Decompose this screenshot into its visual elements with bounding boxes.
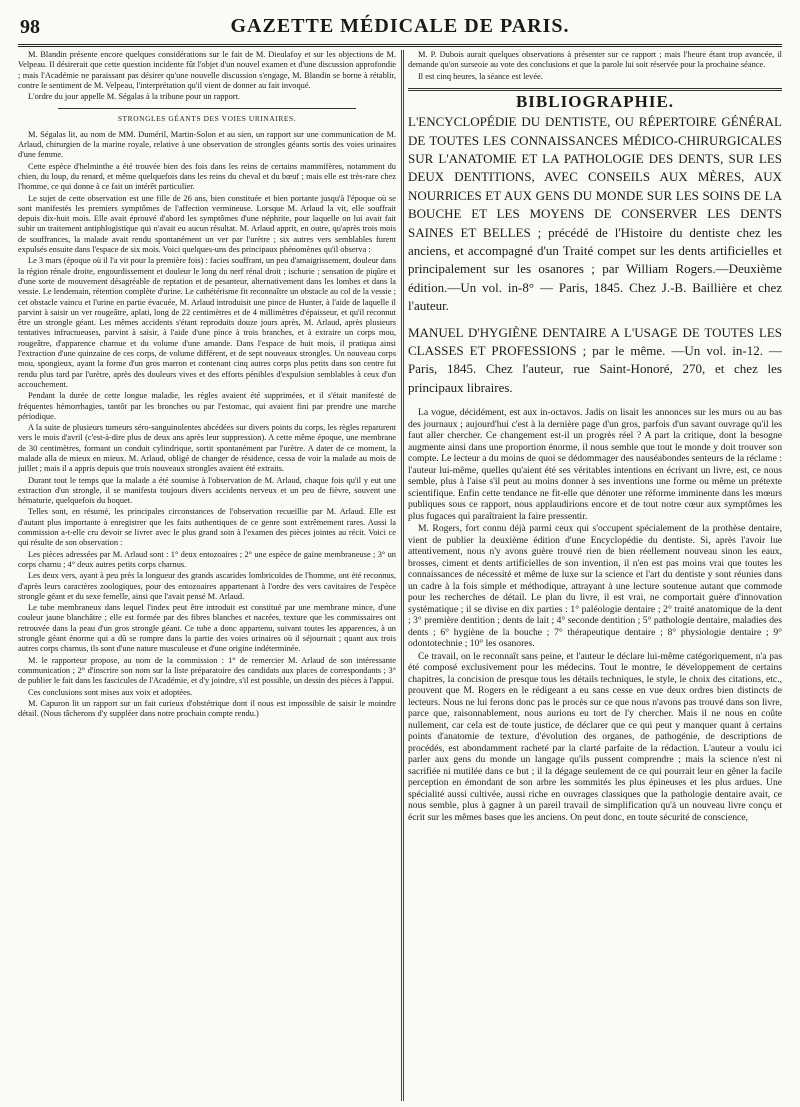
right-column bbox=[408, 50, 782, 1103]
paragraph-ordre-du-jour: L'ordre du jour appelle M. Ségalas à la tribune pour un rapport. bbox=[28, 92, 240, 102]
page-header bbox=[18, 14, 782, 47]
section-separator bbox=[408, 88, 782, 91]
paragraph-pieces: Les pièces adressées par M. Arlaud sont : 1° deux entozoaires ; 2° une espèce de gaine membraneuse ; 3° un corps charnu ; 4° deux autres petits corps charnus. bbox=[18, 549, 396, 569]
paragraph-seance-levee: Il est cinq heures, la séance est levée. bbox=[418, 71, 543, 81]
section-title-bibliographie: BIBLIOGRAPHIE. bbox=[515, 91, 675, 111]
book-entry-manuel: MANUEL D'HYGIÈNE DENTAIRE A L'USAGE DE TOUTES LES CLASSES ET PROFESSIONS ; par le même. —Un vol. in-12. — Paris, 1845. Chez l'auteur, rue Saint-Honoré, 270, et chez les principaux libraires. bbox=[408, 324, 782, 395]
paragraph-regles: Pendant la durée de cette longue maladie, les règles avaient été supprimées, et il s'était manifesté de fréquentes hémorrhagies, tantôt par les bronches ou par l'estomac, qui avaient fini par prendre une marche périodique. bbox=[18, 391, 396, 421]
column-divider bbox=[401, 50, 404, 1101]
paragraph-vers: Les deux vers, ayant à peu près la longueur des grands ascarides lombricoïdes de l'homme, ont été reconnus, d'après leurs caractères zoologiques, pour des entozoaires appartenant à l'ordre des vers cavitaires de l'espèce strongle géant et du sexe femelle, ainsi que l'avait pensé M. Arlaud. bbox=[18, 571, 396, 601]
page-number: 98 bbox=[20, 16, 40, 38]
review-paragraph-travail: Ce travail, on le reconnaît sans peine, et l'auteur le déclare lui-même catégoriquement, n'a pas été composé exclusivement pour les médecins. Tout le montre, le développement de certains chapitres, la concision de presque tous les détails techniques, le style, le choix des citations, etc., prouvent que M. Rogers en le rédigeant a eu sans cesse en vue deux ordres bien distincts de lecteurs. Nous ne lui ferons donc pas le procès sur ce que nous n'avons pas trouvé dans son livre, parce que, raisonnablement, nous aurions eu tort de l'y chercher. Mais il ne nous en coûte nullement, car cela est de toute justice, de déclarer que ce qui peut y manquer quant à certains points d'anatomie de texture, d'évolution des organes, de pathogénie, de descriptions de procédés, est abondamment racheté par la clarté parfaite de la rédaction. L'auteur a voulu ici parler aux gens du monde un langage qu'ils pussent comprendre ; mais la science n'est ni sacrifiée ni mutilée dans ce but ; il la dégage seulement de ce qui pourrait leur en gêner la facile perception en émondant de son arbre les sommités les plus épineuses et les plus ardues. Une spécialité aussi cultivée, aussi riche en ouvrages classiques que la pathologie dentaire avait, ce nous semble, plus à gagner à un pareil travail de simplification qu'à un nouveau livre conçu et écrit sur les mêmes bases que les anciens. On peut donc, en toute sécurité de conscience, bbox=[408, 650, 782, 823]
paragraph-capuron: M. Capuron lit un rapport sur un fait curieux d'obstétrique dont il nous est impossible de saisir le moindre détail. (Nous tâcherons d'y suppléer dans notre prochain compte rendu.) bbox=[18, 698, 396, 719]
paragraph-sujet: Le sujet de cette observation est une fille de 26 ans, bien constituée et bien portante jusqu'à l'époque où se sont manifestés les premiers symptômes de l'affection vermineuse. Lorsque M. Arlaud la vit, elle souffrait depuis dix-huit mois. Elle avait éprouvé d'abord les symptômes d'une néphrite, pour laquelle on lui avait fait subir un traitement antiphlogistique qui n'avait eu aucun résultat. M. Arlaud apprit, en outre, qu'après trois mois de souffrances, la malade avait rendu spontanément un ver par l'urètre ; six autres vers semblables furent expulsés ensuite dans l'espace de six mois. Voici quelques-uns des principaux phénomènes qu'il observa : bbox=[18, 193, 396, 255]
paragraph-blandin: M. Blandin présente encore quelques considérations sur le fait de M. Dieulafoy et sur les objections de M. Velpeau. Il désirerait que cette question incidente fût l'objet d'un nouvel examen et d'une discussion approfondie ; mais l'Académie ne paraissant pas désirer qu'une nouvelle discussion s'engage, M. Blandin se borne à rétablir, contre le sentiment de M. Velpeau, l'interprétation qu'il vient de donner au fait invoqué. bbox=[18, 50, 396, 90]
paragraph-durant: Durant tout le temps que la malade a été soumise à l'observation de M. Arlaud, chaque fois qu'il y eut une extraction d'un strongle, il se manifesta toujours divers accidents nerveux et un peu de fièvre, souvent une hématurie, quelquefois du hoquet. bbox=[18, 475, 396, 506]
paragraph-segalas: M. Ségalas lit, au nom de MM. Duméril, Martin-Solon et au sien, un rapport sur une communication de M. Arlaud, chirurgien de la marine royale, relative à une observation de strongles géants sortis des voies urinaires d'une femme. bbox=[18, 129, 396, 160]
paragraph-helminthe: Cette espèce d'helminthe a été trouvée bien des fois dans les reins de certains mammifères, notamment du chien, du loup, du renard, et même quelquefois dans les reins du cheval et du bœuf ; mais elle est très-rare chez l'homme, ce qui donne à ce fait un intérêt particulier. bbox=[18, 161, 396, 192]
page-title: GAZETTE MÉDICALE DE PARIS. bbox=[230, 15, 570, 37]
paragraph-3-mars: Le 3 mars (époque où il l'a vit pour la première fois) : facies souffrant, un peu d'amaigrissement, douleur dans la région rénale droite, engourdissement et douleur le long du nerf rénal droit ; ischurie ; sensation de piqûre et d'une sorte de mouvement désagréable de reptation et de pesanteur, alternativement dans les lombes et dans la vessie. Le lendemain, rétention complète d'urine. Le cathétérisme fit reconnaître un obstacle au col de la vessie ; cet obstacle vaincu et l'urine en partie évacuée, M. Arlaud introduisit une pince de Hunter, à l'aide de laquelle il parvint à saisir un ver rougeâtre, aplati, long de 22 centimètres et de 4 millimètres d'épaisseur, et qu'il reconnut être un strongle géant. Les mêmes accidents s'étant reproduits douze jours après, M. Arlaud, après plusieurs tentatives infructueuses, parvint à saisir, à l'aide d'une pince à trois branches, et à extraire un corps mou, rougeâtre, d'apparence charnue et du volume d'une amande. Dans l'espace de huit mois, il pratiqua ainsi l'extraction d'une quinzaine de ces corps, de volume différent, et de sept nouveaux strongles. Un nouveau corps mou, spongieux, ayant la forme d'un gros marron et contenant cinq autres corps plus petits dans son centre fut rendu plus tard par l'urètre, après des douleurs vives et des efforts pénibles d'expulsion semblables à ceux d'un accouchement. bbox=[18, 256, 396, 389]
paragraph-conclusions: Ces conclusions sont mises aux voix et adoptées. bbox=[28, 687, 193, 697]
review-paragraph-rogers: M. Rogers, fort connu déjà parmi ceux qui s'occupent spécialement de la prothèse dentaire, vient de publier la deuxième édition d'une Encyclopédie du dentiste. Si, après l'avoir lue attentivement, nous n'y avons guère trouvé rien de bien réellement nouveau sinon les eaux, brosses, ciment et dents artificielles de son invention, il n'en est pas moins vrai que toutes les connaissances de nécessité et même de luxe sur la science et l'art du dentiste y sont réunies dans un cadre à la fois simple et méthodique, attrayant à une lecture soutenue autant que commode pour les recherches de détail. Le plan du livre, il est vrai, ne comportait guère d'innovation systématique ; il se divise en dix parties : 1° paléologie dentaire ; 2° traité anatomique de la dent ; 3° première dentition ; dents de lait ; 4° seconde dentition ; 5° pathologie dentaire, maladies des dents ; 6° hygiène de la bouche ; 7° thérapeutique dentaire ; 8° physiologie dentaire ; 9° odontotechnie ; 10° les osanores. bbox=[408, 523, 782, 650]
separator bbox=[58, 108, 356, 109]
paragraph-tumeurs: A la suite de plusieurs tumeurs séro-sanguinolentes abcédées sur divers points du corps, les règles reparurent vers le mois d'avril (c'est-à-dire plus de deux ans après leur suppression). A cette même époque, une membrane de 30 centimètres, formant un conduit cylindrique, sortit spontanément par l'urètre. A dater de ce moment, la malade alla de mieux en mieux. M. Arlaud, obligé de changer de résidence, cessa de voir la malade au mois de juillet ; mais il a appris depuis que trois nouveaux strongles avaient été extraits. bbox=[18, 423, 396, 474]
section-heading-strongles: STRONGLES GÉANTS DES VOIES URINAIRES. bbox=[117, 114, 297, 124]
paragraph-tube: Le tube membraneux dans lequel l'index peut être introduit est constitué par une membrane mince, d'une couleur jaune blanchâtre ; elle est formée par des fibres blanches et nacrées, texture que les commissaires ont retrouvée dans la peau d'un gros strongle géant. Ce tube a donc appartenu, suivant toutes les apparences, à un strongle géant énorme qui a dû se rompre dans la partie des voies urinaires où il séjournait ; quant aux trois autres corps charnus, ils sont d'une nature musculeuse et d'une origine indéterminée. bbox=[18, 603, 396, 654]
book-entry-encyclopedie: L'ENCYCLOPÉDIE DU DENTISTE, OU RÉPERTOIRE GÉNÉRAL DE TOUTES LES CONNAISSANCES MÉDICO-CHIRURGICALES SUR L'ANATOMIE ET LA PATHOLOGIE DES DENTS, SUR LES DEUX DENTITIONS, AVEC CONSEILS AUX MÈRES, AUX NOURRICES ET AUX GENS DU MONDE SUR LES SOINS DE LA BOUCHE ET LES MOYENS DE CONSERVER LES DENTS SAINES ET BELLES ; précédé de l'Histoire du dentiste chez les anciens, et accompagné d'un Traité compet sur les dents artificielles et principalement sur les osanores ; par William Rogers.—Deuxième édition.—Un vol. in-8° — Paris, 1845. Chez J.-B. Baillière et chez l'auteur. bbox=[408, 114, 782, 314]
left-column bbox=[18, 50, 396, 1103]
paragraph-resume: Telles sont, en résumé, les principales circonstances de l'observation recueillie par M. Arlaud. Elle est d'autant plus importante à enregistrer que les faits authentiques de ce genre sont extrêmement rares. Aussi la commission a-t-elle cru devoir se livrer avec le plus grand soin à l'examen des pièces jointes au récit. Voici ce qui résulte de son observation : bbox=[18, 507, 396, 548]
paragraph-rapporteur: M. le rapporteur propose, au nom de la commission : 1° de remercier M. Arlaud de son intéressante communication ; 2° d'inscrire son nom sur la liste préparatoire des candidats aux places de correspondants ; 3° de publier le fait dans les fascicules de l'Académie, et d'y joindre, s'il est possible, un dessin des pièces à l'appui. bbox=[18, 655, 396, 686]
paragraph-dubois: M. P. Dubois aurait quelques observations à présenter sur ce rapport ; mais l'heure étant trop avancée, il demande qu'on surseoie au vote des conclusions et que la parole lui soit réservée pour la prochaine séance. bbox=[408, 50, 782, 70]
review-paragraph-vogue: La vogue, décidément, est aux in-octavos. Jadis on lisait les annonces sur les murs ou au bas des journaux ; aujourd'hui c'est à la dernière page d'un gros, parfois d'un savant ouvrage qu'il les faut aller chercher. Ce changement est-il un progrès réel ? A part la critique, dont la besogne augmente ainsi dans une proportion énorme, il nous semble que tout le monde y doit trouver son compte. Le lecteur a du moins de quoi se dédommager des nauséabondes senteurs de la réclame : l'auteur lui-même, quelles qu'aient été ses véritables intentions en écrivant un livre, est, ce nous semble, plus à l'aise s'il peut au moins donner à ses inventions une forme ou même un prétexte scientifique. Enfin cette tendance ne fit-elle que dénoter une réforme imminente dans les mœurs publiques sous ce rapport, nous applaudirions encore et de tout notre cœur aux symptômes les plus fugaces qui paraîtraient la faire pressentir. bbox=[408, 407, 782, 522]
